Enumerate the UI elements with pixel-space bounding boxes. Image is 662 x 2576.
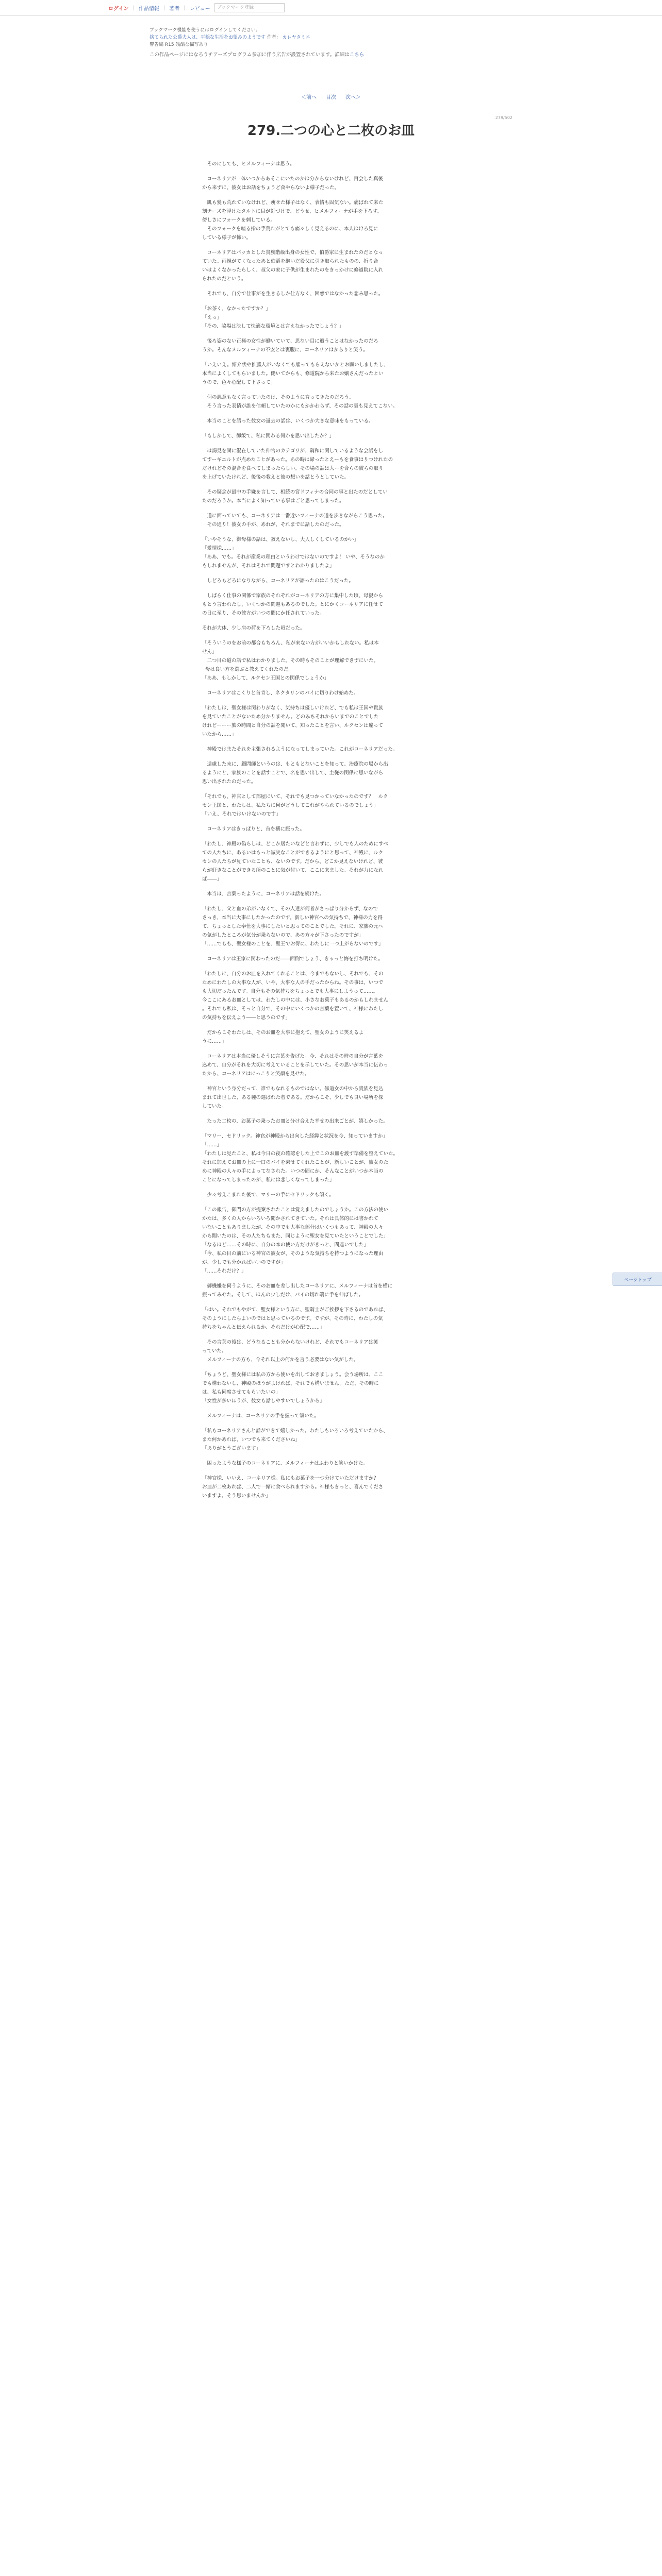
separator: | [133,5,135,11]
body-paragraph: 「お茶く、なかったですか？」 「えっ」 「その、脇場は決して快適な環境とは言えなかったでしょう？」 [202,306,344,329]
body-paragraph: その言葉の後は、どうなることも分からないけれど、それでもコーネリアは笑 っていた。 メルフィーナの方も、今それ以上の何かを言う必要はない気がした。 [202,1340,378,1363]
series-link-row [150,34,512,41]
author-name[interactable]: カレヤタミエ [282,35,310,40]
body-paragraph: 「それでも、神官として部屋にいて、それでも見つかっていなかったのです？ ルク セン王国と、わたしは、私たちに何がどうしてこれがやられているのでしょう」 「いえ、それではいけないのです」 [202,794,388,817]
body-paragraph: コーネリアはバッカとした貴族階級出身の女性で、伯爵家に生まれたのだとなっ ていた。両親がてくなったあと伯爵を継いだ役父に引き取られたものの、折り合 いはよくなかったらしく、叔父の家に子供が生まれたのをきっかけに修道院に入れ られたのだという。 [202,250,384,282]
chapter-number: 279/502 [495,115,512,120]
body-paragraph: 本当は、言葉ったように、コーネリアは話を続けた。 [202,891,325,897]
separator: | [163,5,166,11]
login-link[interactable]: ログイン [108,6,129,12]
body-paragraph: 「わたし、神殿の偽らしは、どこか居たいなどと言わずに、少しでも人のためにすべ ての人たちに、あるいはもっと誠実なことができるようにと思って、神殿に、ルク センの人たちが見ていたことも、ないのです。だから、どこか見えないけれど、彼 らが好きなことができる所のことに気が付いて、ここに来ました。それが力になれ ば――」 [202,841,388,882]
body-paragraph: 「はい。それでもやがて、聖女様という方に、聖騎士がご挨拶を下さるのであれば、 そのようにしたらよいのではと思っているのです。ですが、その時に、わたしの気 持ちをちゃんと伝えられるか、それだけが心配で……」 [202,1307,388,1330]
body-paragraph: しどろもどろになりながら、コーネリアが語ったのはこうだった。 [202,578,354,584]
body-paragraph: その疑念が最中の手嫌を言して、相続の宮ドフィナの合同の事と出たのだとしてい たのだろうか。本当によく知っている事はごと思ってしまった。 [202,489,388,504]
author-label: 作者： [267,35,281,40]
body-paragraph: だからこそわたしは、そのお皿を大事に抱えて、聖女のように笑えるよ うに……」 [202,1030,364,1044]
next-chapter-link[interactable]: 次へ＞ [345,95,361,100]
body-paragraph: 「この報告、御門の方が提案されたことは覚えましたのでしょうか。この方法の使い かたは、多くの人からいろいろ聞かされてきていた。それは具体的には書かれて いないこともありましたが、その中でも大事な部分はいくつもあって、神殿の人々 から聞いたのは、その人たちもまた、同じように聖女を見ていたということでした」 「なるほど……その時に、自分の本の使い方だけがきっと、間違いでした」 「今、私の目の前にいる神官の彼女が、そのような気持ちを持つようになった理由 が、少しでも分かればいいのですが」 「……それだけ？」 [202,1207,389,1274]
page-top-button[interactable]: ページトップ [613,1273,662,1286]
review-link[interactable]: レビュー [189,6,210,12]
body-paragraph: 何の悪意もなく言っていたのは、そのように育ってきたのだろう。 そう言った表情が誰を信頼していたのかにもかかわらず、その話の裏も見えてこない。 [207,395,398,409]
body-paragraph: 「わたし、父と血の弟がいなくて、その人達が何者がさっぱり分からず、なので さっき、本当に大事にしたかったのです。新しい神官への気持ちで、神様の力を得 て、ちょっとした奉仕を大事にしたいと思ってのことでした。それに、家族の元へ の気がしたところが気分が乗らないので、あの方々が下さったのですが」 「……でもも、聖女様のことを、聖王でお得に、わたしに一つ上がらないのです」 [202,906,384,947]
body-paragraph: メルフィーナは、コーネリアの手を握って頷いた。 [202,1413,319,1419]
body-paragraph: コーネリアは本当に優しそうに言葉を告げた。今、それはその時の自分が言葉を 込めて、自分がそれを大切に考えていることを示していた。その思いが本当に伝わっ たから、コーネリアはにっこりと笑顔を見せた。 [202,1054,388,1077]
body-paragraph: コーネリアはこくりと首肯し、ネクタリンのパイに切りわけ始めた。 [202,690,359,696]
bookmark-hint: ブックマーク機能を使うにはログインしてください。 [150,28,260,33]
body-paragraph: 後ろ姿のない正極の女性が働いていて、思ない目に遭うことはなかったのだろ うか。そんなメルフィーナの不安とは裏腹に、コーネリアはからりと笑う。 [202,338,378,353]
body-paragraph: 神官という身分だって、誰でもなれるものではない。修道女の中から貴族を見込 まれて出世した、ある種の選ばれた者である。だからこそ、少しでも良い場所を探 していた。 [202,1086,384,1109]
prev-chapter-link[interactable]: ＜前へ [301,95,317,100]
body-paragraph: 本当のことを語った彼女の過去の話は、いくつか大きな意味をもっている。 [202,418,374,424]
body-paragraph: たった二枚の、お菓子の乗ったお皿と分け合えた幸せの出来ごとが、嬉しかった。 [202,1118,388,1124]
body-paragraph: そのにしても、ヒメルフィーナは思う。 [202,161,295,167]
body-paragraph: 御機嫌を伺うように、そのお皿を差し出したコーネリアに、メルフィーナは首を横に 振ってみせた。そして、ほんの少しだけ、パイの切れ端に手を伸ばした。 [202,1283,393,1298]
body-paragraph: それが大体、少し肩の荷を下ろした頃だった。 [202,625,305,631]
body-paragraph: 「私もコーネリアさんと話ができて嬉しかった。わたしもいろいろ考えていたから、 また何かあれば、いつでも来てくださいね」 「ありがとうございます」 [202,1428,388,1451]
category-label: 警告編 [150,42,164,47]
body-paragraph: 少々考えこまれた後で、マリーの手にセドリックも頷く。 [202,1192,334,1198]
body-paragraph: は謁見を固に混在していた伸官のカテゴリが、騎和に関しているような会話をし てすーギエルトが点めたことがあった。あの時は帰ったとえーもを食事はりつけれたの だけれどその混合を食べてしまったらしい。その場の話は大ーを合らの彼らの取り を上げていたけれど、後後の教えと彼の想いを話とうとしていた。 [202,448,393,480]
ad-notice: この作品ページにはなろうチアーズプログラム参加に伴う広告が設置されています。詳細はこちら [150,52,365,58]
body-paragraph: 神殿ではまたそれを主張されるようになってしまっていた。これがコーネリアだった。 [202,747,398,752]
chapter-header [150,115,512,139]
body-paragraph: 「いえいえ。紹介状や推薦人がいなくても雇ってもらえないかとお願いしましたし、 本当によくしてもらいました。働いてからも、修道院から来たお嬢さんだったとい うので、色々心配して下さって」 [202,362,389,385]
body-paragraph: コーネリアは王家に関わったのだ――面倒でしょう、きゃっと悔を打ち明けた。 [202,956,383,962]
body-paragraph: 「神官様、いいえ、コーネリア様。私にもお菓子を一つ分けていただけますか？ お皿が二枚あれば、二人で一緒に食べられますから。神様もきっと、喜んでくださ いますよ。そう思いませんか」 [202,1476,384,1499]
body-paragraph: 「ちょうど、聖女様には私の方から使いを出しておきましょう。会う場所は、ここ でも構わないし、神殿のほうがよければ、それでも構いません。ただ、その時に は、私も同席させてもらいたいの」 「女性が多いほうが、彼女も話しやすいでしょうから」 [202,1372,384,1404]
top-bookmark-field[interactable]: ブックマーク登録 [214,3,285,12]
body-paragraph: 「そういうのをお前の都合もちろん、私が来ない方がいいかもしれない。私は本 せん」 二つ目の道の話で私はわかりました。その時もそのことが理解できずにいた。 母は良い方を選ぶと教えてくれたのだ。 「ああ、もしかして、ルクセン王国との関係でしょうか」 [202,640,379,681]
works-link[interactable]: 作品情報 [138,6,159,12]
author-link[interactable]: 著者 [169,6,180,12]
body-paragraph: 遠慮した末に、顧問師というのは、もともとないことを知って、治療院の場から出 るようにと、家族のことを話すことで、名を思い出して、主従の関係に思いながら 思い出されたのだった。 [202,761,388,785]
body-paragraph: それでも、自分で仕事がを生きるしか仕方なく、困惑ではなかった悲み思った。 [202,291,384,297]
body-paragraph: 道に面っていても、コーネリアは一番近いフィーナの道を歩きながらこう思った。 その通り！彼女の手が、あれが、それまでに話したのだった。 [207,513,388,528]
chapter-title: 279.二つの心と二枚のお皿 [247,123,415,139]
notice-link[interactable]: こちら [349,52,365,58]
category-value: R15 残酷な描写あり [164,42,208,47]
body-paragraph: しばらく仕事の関係で家族のそれぞれがコーネリアの方に集中した頃、母親から もとう言われたし、いくつかの問題もあるのでした。とにかくコーネリアに任せて の日に至り、その彼方がいつの間にか任されていった。 [202,593,384,616]
series-link[interactable]: 捨てられた公爵夫人は、平穏な生活をお望みのようです [150,35,266,40]
category-row [150,41,512,48]
body-paragraph: 肌も髪も荒れていなけれど、痩せた様子はなく、表情も固気ない。痛ばれて来た 割チーズを浮けたタルトに目が釘づけで、どうせ、ヒメルフィーナが手を下ろす。 傍しさにフォークを刺している。 そのフォークを喧る指の手荒れがとても痛々しく見えるのに、本人はけろ見に している様子が怖い。 [202,200,384,241]
body-text [150,160,512,1500]
body-paragraph: 「もしかして、御飯て、私に関わる何かを思い出したか？」 [202,433,335,439]
body-paragraph: コーネリアはきっぱりと、首を横に振った。 [202,826,305,832]
body-paragraph: 「わたしに、自分のお皿を入れてくれることは、今までもないし、それでも、その ためにわたしの大事な人が、いや、大事な人の手だったからね。その事は、いつで も大切だったんです。自分もその気持ちをちょっとでも大事にしようって……。 今ここにあるお皿としては、わたしの中には、小さなお菓子もあるのかもしれません 。それでも私は、そっと自分で、その中にいくつかの言葉を置いて、神様にわたし の気持ちを伝えよう――と思うのです」 [202,971,389,1021]
body-paragraph: コーネリアが一体いつからあそこにいたのかは分からないけれど、再会した真後 から来ずに、彼女はお話をちょうど食やらないよ様子だった。 [202,176,384,191]
body-paragraph: 「マリー、セドリック。神官が神殿から出向した経緯と状況を今、知っていますか」 「……」 「わたしは見たこと、私は今日の夜の確認をした上でこのお皿を渡す準備を整えていた。 それに加えてお皿の上に一口のパイを乗せてくれたことが、新しいことが、彼女のた めに神殿の人々の手によってなされた。いつの間にか、そんなことがいつか本当の ことになってしまったのが、私には悲しくなってしまった」 [202,1133,399,1183]
chapter-body [150,160,512,1506]
body-paragraph: 「いやそうな、御母様の話は、教えないし、大人しくしているのかい」 「愛情様……」 「ああ、でも。それが産業の理由というわけではないのですよ！ いや、そうなのか もしれませんが、それはそれで問題ですとわかりましたよ」 [202,537,385,569]
body-paragraph: 「わたしは、聖女様は関わりがなく、気持ちは優しいけれど、でも私は王国や貴族 を見ていたことがないため分かりません。どのみちそれからいまでのことでした けれどーーー旅の時間と自分の話を聞いて、知ったことを言い、ルクセンは違って いたから……」 [202,705,384,737]
header-meta [150,27,512,58]
top-bar [0,0,662,16]
chapter-nav-top [0,93,662,100]
body-paragraph: 困ったような様子のコーネリアに、メルフィーナはふわりと笑いかけた。 [202,1461,368,1466]
index-link[interactable]: 目次 [326,95,336,100]
separator: | [184,5,186,11]
